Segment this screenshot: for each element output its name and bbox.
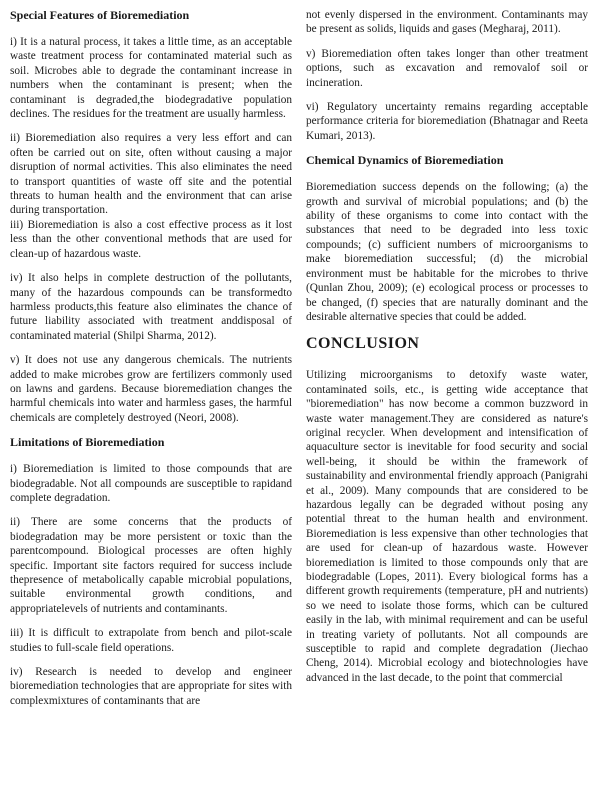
left-column (10, 8, 292, 718)
paragraph: Bioremediation success depends on the following; (a) the growth and survival of microbial populations; and (b) the ability of these organisms to come into contact with the substances that need to be degraded into less toxic compounds; (c) sufficient numbers of microorganisms to make bioremediation successful; (d) the microbial environment must be habitable for the microbes to thrive (Qunlan Zhou, 2009); (e) ecological process or processes to be changed, (f) species that are naturally dominant and the desirable alternative species that could be added. (306, 181, 588, 323)
section-heading-conclusion: CONCLUSION (306, 335, 420, 353)
section-heading-chemical-dynamics: Chemical Dynamics of Bioremediation (306, 153, 504, 168)
paragraph: iv) Research is needed to develop and engineer bioremediation technologies that are appropriate for sites with complexmixtures of contaminants that are (10, 666, 292, 707)
paragraph: ii) There are some concerns that the products of biodegradation may be more persistent or toxic than the parentcompound. Biological processes are often highly specific. Important site factors required for success include thepresence of metabolically capable microbial populations, suitable environmental growth conditions, and appropriatelevels of nutrients and contaminants. (10, 516, 292, 615)
paragraph: iii) Bioremediation is also a cost effective process as it lost less than the other conventional methods that are used for clean-up of hazardous waste. (10, 218, 292, 260)
section-heading-special-features: Special Features of Bioremediation (10, 8, 190, 22)
paragraph: ii) Bioremediation also requires a very less effort and can often be carried out on site, often without causing a major disruption of normal activities. This also eliminates the need to transport quantities of waste off site and the potential threats to human health and the environment that can arise during transportation. (10, 132, 292, 217)
paragraph: not evenly dispersed in the environment. Contaminants may be present as solids, liquids and gases (Megharaj, 2011). (306, 9, 588, 36)
paragraph: v) Bioremediation often takes longer than other treatment options, such as excavation and removalof soil or incineration. (306, 47, 588, 89)
paragraph: v) It does not use any dangerous chemicals. The nutrients added to make microbes grow are fertilizers commonly used on lawns and gardens. Because bioremediation changes the harmful chemicals into water and harmless gases, the harmful chemicals are completely destroyed (Neori, 2008). (10, 354, 292, 424)
right-column (306, 8, 588, 695)
section-heading-limitations: Limitations of Bioremediation (10, 435, 165, 450)
paragraph: iv) It also helps in complete destruction of the pollutants, many of the hazardous compounds can be transformedto harmless products,this feature also eliminates the chance of future liability associated with treatment anddisposal of contaminated material (Shilpi Sharma, 2012). (10, 272, 292, 342)
paragraph: iii) It is difficult to extrapolate from bench and pilot-scale studies to full-scale field operations. (10, 627, 292, 654)
paragraph: Utilizing microorganisms to detoxify waste water, contaminated soils, etc., is getting wide acceptance that "bioremediation" has now become a common buzzword in waste water management.They are considered as nature's original recycler. When development and intensification of aquaculture sector is inevitable for food security and social well-being, it should be within the framework of sustainability and environmental friendly approach (Panigrahi et al., 2009). Many compounds that are considered to be hazardous legally can be degraded without posing any potential threat to the human health and environment. Bioremediation is less expensive than other technologies that are used for clean-up of hazardous waste. However bioremediation is limited to those compounds only that are biodegradable (Lopes, 2011). Every biological forms has a different growth requirements (temperature, pH and nutrients) so we need to isolate those forms, which can be cultured easily in the lab, with minimal requirement and can be useful in treating variety of pollutants. Not all compounds are susceptible to rapid and complete degradation (Jiechao Cheng, 2014). Microbial ecology and biotechnologies have advanced in the last decade, to the point that commercial (306, 369, 588, 684)
paragraph: i) It is a natural process, it takes a little time, as an acceptable waste treatment process for contaminated material such as soil. Microbes able to degrade the contaminant increase in numbers when the contaminant is present; when the contaminant is degraded,the biodegradative population declines. The residues for the treatment are usually harmless. (10, 36, 292, 121)
paragraph: vi) Regulatory uncertainty remains regarding acceptable performance criteria for bioremediation (Bhatnagar and Reeta Kumari, 2013). (306, 101, 588, 142)
paragraph: i) Bioremediation is limited to those compounds that are biodegradable. Not all compounds are susceptible to rapidand complete degradation. (10, 463, 292, 504)
